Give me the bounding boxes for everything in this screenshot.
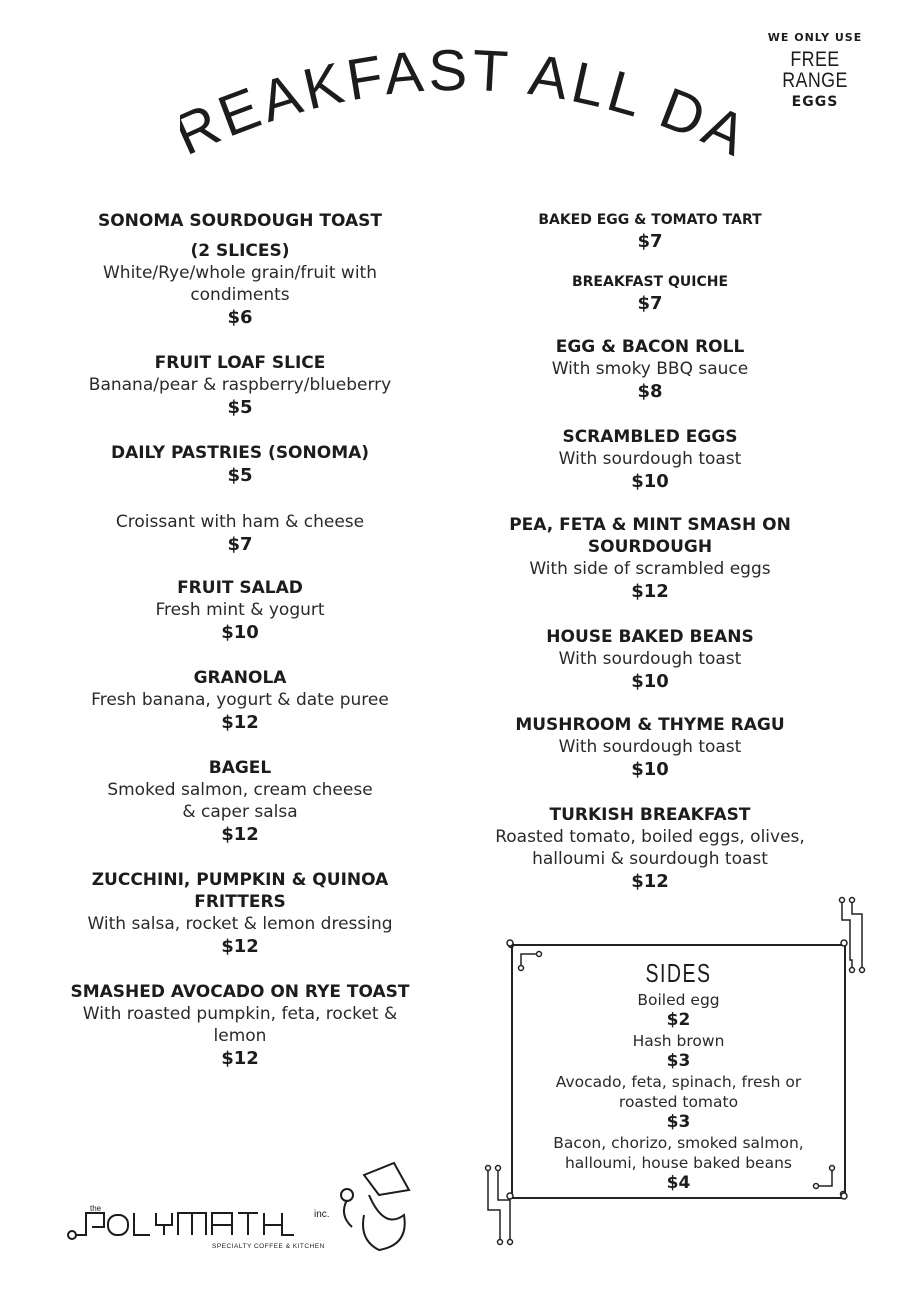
item-name: DAILY PASTRIES (SONOMA) (110, 443, 370, 463)
item-name: GRANOLA (193, 668, 287, 688)
eggs-note-line2: FREE RANGE (782, 48, 848, 92)
item-description: With sourdough toast (558, 737, 742, 757)
item-price: $10 (631, 671, 669, 692)
eggs-note-line1: WE ONLY USE (767, 31, 863, 44)
item-name: FRITTERS (194, 892, 286, 912)
item-price: $12 (631, 581, 669, 602)
item-name: FRUIT LOAF SLICE (154, 353, 326, 373)
side-price: $3 (666, 1112, 691, 1132)
item-price: $5 (227, 465, 253, 486)
item-price: $12 (221, 936, 259, 957)
item-name: SCRAMBLED EGGS (562, 427, 738, 447)
side-description: Bacon, chorizo, smoked salmon, (553, 1134, 804, 1152)
item-name: BAKED EGG & TOMATO TART (538, 212, 762, 228)
menu-item (480, 626, 820, 694)
item-description: Roasted tomato, boiled eggs, olives, (495, 827, 805, 847)
menu-item (480, 272, 820, 316)
item-price: $10 (221, 622, 259, 643)
logo-inc: inc. (314, 1209, 330, 1220)
item-price: $5 (227, 397, 253, 418)
item-description: condiments (190, 285, 290, 305)
menu-item (480, 210, 820, 254)
item-description: Fresh banana, yogurt & date puree (91, 690, 389, 710)
item-description: With smoky BBQ sauce (551, 359, 749, 379)
item-price: $12 (631, 871, 669, 892)
item-description: lemon (213, 1026, 267, 1046)
item-description: Croissant with ham & cheese (115, 512, 365, 532)
item-price: $12 (221, 824, 259, 845)
side-price: $3 (666, 1051, 691, 1071)
free-range-eggs-note (755, 32, 875, 109)
menu-item (480, 426, 820, 494)
eggs-note-line3: EGGS (791, 94, 839, 110)
item-name: SOURDOUGH (587, 537, 713, 557)
item-name: ZUCCHINI, PUMPKIN & QUINOA (91, 870, 389, 890)
item-price: $12 (221, 712, 259, 733)
page-title-text: EAKFAST ALL D (209, 40, 718, 153)
item-price: $8 (637, 381, 663, 402)
item-name: (2 SLICES) (190, 241, 290, 261)
item-price: $7 (637, 293, 663, 314)
item-name: EGG & BACON ROLL (555, 337, 745, 357)
item-name: MUSHROOM & THYME RAGU (515, 715, 785, 735)
menu-item (480, 804, 820, 894)
menu-item (70, 511, 410, 557)
menu-item (70, 210, 410, 330)
item-description: With salsa, rocket & lemon dressing (87, 914, 393, 934)
side-price: $2 (666, 1010, 691, 1030)
menu-item (480, 336, 820, 404)
item-price: $7 (637, 231, 663, 252)
item-description: With sourdough toast (558, 649, 742, 669)
side-description: Avocado, feta, spinach, fresh or (555, 1073, 802, 1091)
item-name: SONOMA SOURDOUGH TOAST (97, 211, 382, 231)
menu-item (70, 667, 410, 735)
item-description: Fresh mint & yogurt (155, 600, 325, 620)
menu-item (480, 714, 820, 782)
side-description: Hash brown (632, 1032, 725, 1050)
side-description: Boiled egg (637, 991, 720, 1009)
menu-item (70, 981, 410, 1071)
item-name: PEA, FETA & MINT SMASH ON (509, 515, 791, 535)
item-name: FRUIT SALAD (177, 578, 303, 598)
item-price: $10 (631, 471, 669, 492)
menu-item (70, 442, 410, 488)
menu-item (480, 514, 820, 604)
item-description: halloumi & sourdough toast (532, 849, 768, 869)
item-name: SMASHED AVOCADO ON RYE TOAST (70, 982, 410, 1002)
item-name: BAGEL (208, 758, 272, 778)
item-description: Banana/pear & raspberry/blueberry (88, 375, 392, 395)
menu-item (70, 577, 410, 645)
polymath-logo (64, 1155, 434, 1255)
side-description: halloumi, house baked beans (564, 1154, 792, 1172)
logo-tagline: SPECIALTY COFFEE & KITCHEN (212, 1243, 325, 1250)
sides-title: SIDES (645, 958, 712, 988)
item-name: TURKISH BREAKFAST (549, 805, 751, 825)
svg-text:BREAKFAST ALL DAY (180, 40, 740, 168)
side-price: $4 (666, 1173, 691, 1193)
menu-item (70, 352, 410, 420)
item-price: $7 (227, 534, 253, 555)
menu-item (70, 757, 410, 847)
item-description: White/Rye/whole grain/fruit with (103, 263, 377, 283)
item-price: $6 (227, 307, 253, 328)
item-description: With side of scrambled eggs (529, 559, 771, 579)
side-description: roasted tomato (618, 1093, 739, 1111)
item-name: HOUSE BAKED BEANS (546, 627, 754, 647)
item-description: Smoked salmon, cream cheese (107, 780, 373, 800)
item-description: With sourdough toast (558, 449, 742, 469)
sides-box-corner-dots (504, 937, 850, 1203)
item-description: & caper salsa (182, 802, 298, 822)
item-name: BREAKFAST QUICHE (571, 274, 729, 290)
item-price: $10 (631, 759, 669, 780)
menu-item (70, 869, 410, 959)
logo-the: the (90, 1204, 102, 1213)
item-price: $12 (221, 1048, 259, 1069)
item-description: With roasted pumpkin, feta, rocket & (82, 1004, 398, 1024)
page-title (180, 40, 740, 170)
